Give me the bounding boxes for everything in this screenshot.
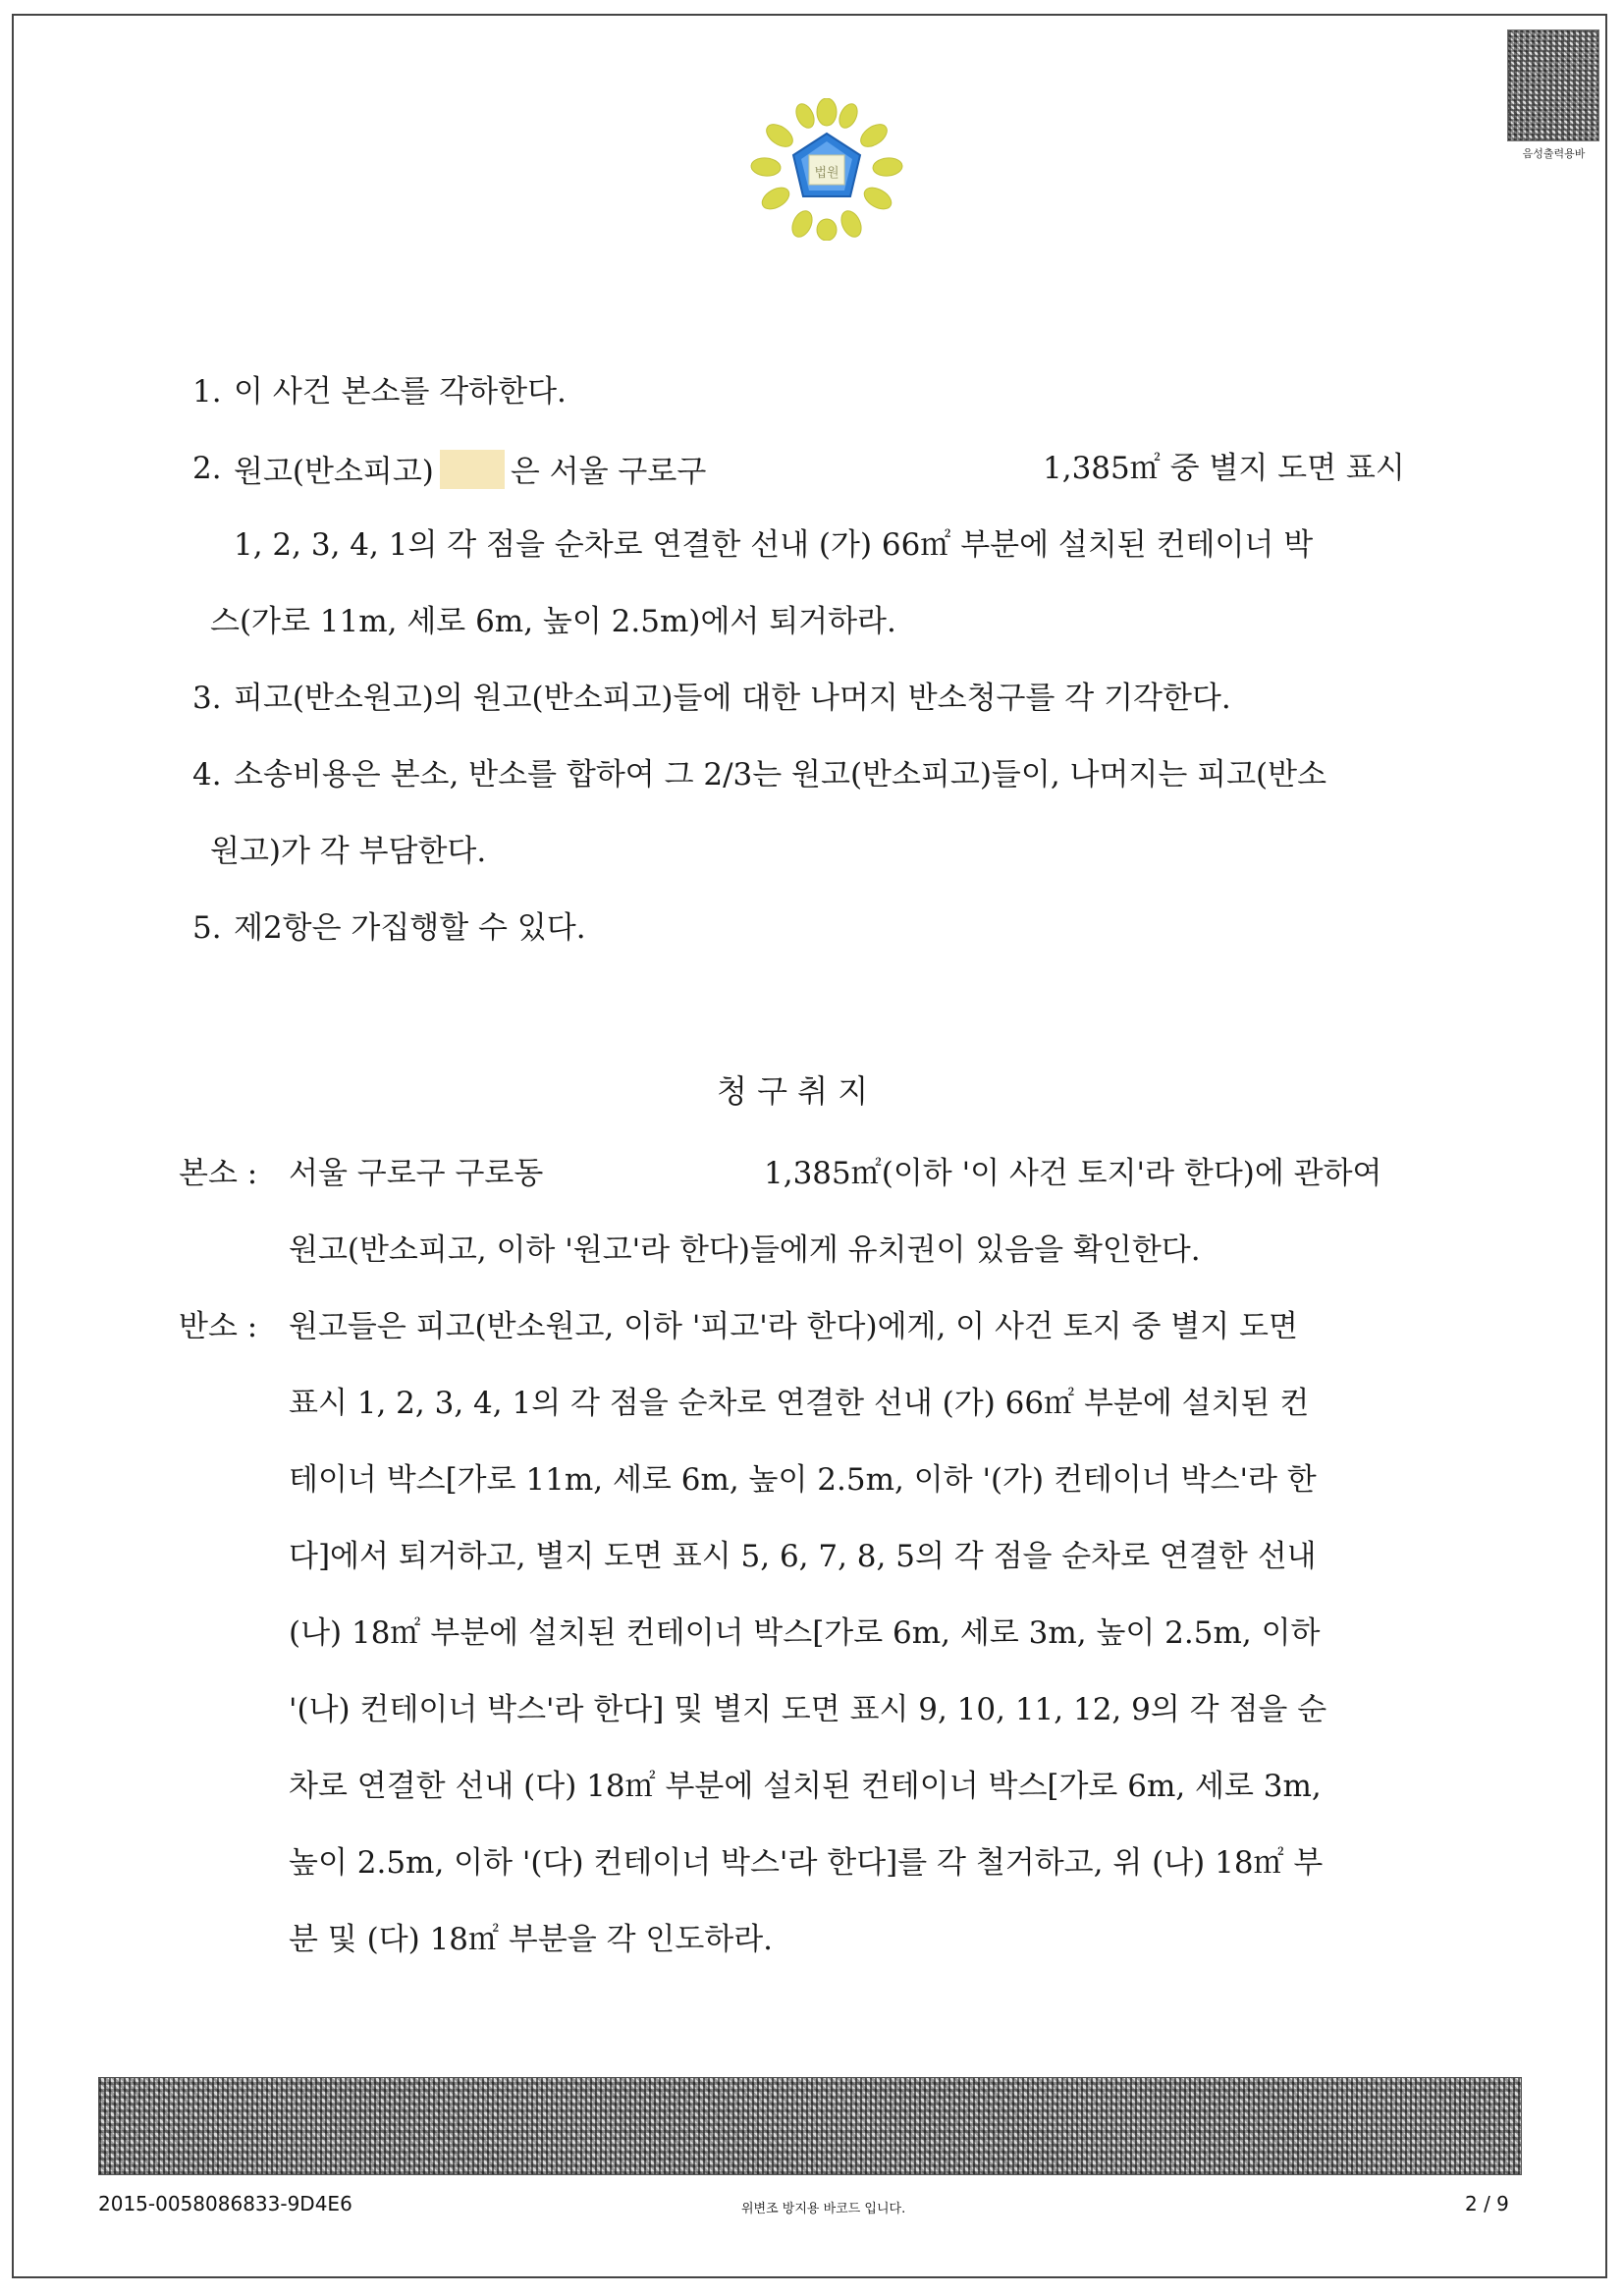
order-line: 스(가로 11m, 세로 6m, 높이 2.5m)에서 퇴거하라. [210, 604, 896, 639]
court-emblem-icon [748, 98, 905, 241]
order-number: 2. [192, 451, 222, 486]
address-prefix: 은 서울 구로구 [510, 454, 707, 490]
bonso-line: 서울 구로구 구로동 [289, 1156, 544, 1191]
banso-line: (나) 18㎡ 부분에 설치된 컨테이너 박스[가로 6m, 세로 3m, 높이 2.5m, 이하 [289, 1615, 1321, 1651]
banso-label: 반소 : [179, 1309, 258, 1344]
bonso-line: 원고(반소피고, 이하 '원고'라 한다)들에게 유치권이 있음을 확인한다. [289, 1232, 1201, 1268]
banso-line: 다]에서 퇴거하고, 별지 도면 표시 5, 6, 7, 8, 5의 각 점을 순차로 연결한 선내 [289, 1539, 1317, 1574]
banso-line: '(나) 컨테이너 박스'라 한다] 및 별지 도면 표시 9, 10, 11, 12, 9의 각 점을 순 [289, 1692, 1327, 1727]
anti-forgery-barcode [98, 2077, 1522, 2175]
banso-line: 표시 1, 2, 3, 4, 1의 각 점을 순차로 연결한 선내 (가) 66㎡ 부분에 설치된 컨 [289, 1386, 1310, 1421]
qr-label: 음성출력용바 [1522, 147, 1586, 160]
page-border [12, 14, 1607, 2278]
section-heading: 청 구 취 지 [717, 1072, 869, 1110]
plaintiff-label: 원고(반소피고) [234, 454, 434, 490]
banso-line: 분 및 (다) 18㎡ 부분을 각 인도하라. [289, 1922, 774, 1957]
banso-line: 테이너 박스[가로 11m, 세로 6m, 높이 2.5m, 이하 '(가) 컨테이너 박스'라 한 [289, 1462, 1317, 1498]
qr-pattern [1507, 29, 1599, 141]
barcode-notice: 위변조 방지용 바코드 입니다. [741, 2202, 906, 2216]
redacted-name [440, 450, 505, 489]
order-number: 3. [192, 681, 222, 716]
page-number: 2 / 9 [1465, 2192, 1509, 2215]
qr-code [1507, 29, 1600, 160]
banso-line: 차로 연결한 선내 (다) 18㎡ 부분에 설치된 컨테이너 박스[가로 6m, 세로 3m, [289, 1769, 1322, 1804]
order-line: 피고(반소원고)의 원고(반소피고)들에 대한 나머지 반소청구를 각 기각한다. [234, 681, 1231, 716]
order-line: 1, 2, 3, 4, 1의 각 점을 순차로 연결한 선내 (가) 66㎡ 부분에 설치된 컨테이너 박 [234, 527, 1314, 563]
order-line-with-redaction [234, 454, 706, 493]
bonso-line-tail: 1,385㎡(이하 '이 사건 토지'라 한다)에 관하여 [764, 1156, 1382, 1191]
svg-text:법원: 법원 [814, 166, 839, 181]
order-line: 소송비용은 본소, 반소를 합하여 그 2/3는 원고(반소피고)들이, 나머지는 피고(반소 [234, 757, 1327, 793]
banso-line: 높이 2.5m, 이하 '(다) 컨테이너 박스'라 한다]를 각 철거하고, 위 (나) 18㎡ 부 [289, 1845, 1324, 1881]
order-line-tail: 1,385㎡ 중 별지 도면 표시 [1043, 451, 1405, 486]
banso-line: 원고들은 피고(반소원고, 이하 '피고'라 한다)에게, 이 사건 토지 중 별지 도면 [289, 1309, 1298, 1344]
order-number: 4. [192, 757, 222, 793]
order-number: 5. [192, 910, 222, 946]
document-id: 2015-0058086833-9D4E6 [98, 2192, 352, 2215]
bonso-label: 본소 : [179, 1156, 258, 1191]
order-line: 이 사건 본소를 각하한다. [234, 374, 567, 410]
order-line: 원고)가 각 부담한다. [210, 834, 487, 869]
order-number: 1. [192, 374, 222, 410]
order-line: 제2항은 가집행할 수 있다. [234, 910, 586, 946]
